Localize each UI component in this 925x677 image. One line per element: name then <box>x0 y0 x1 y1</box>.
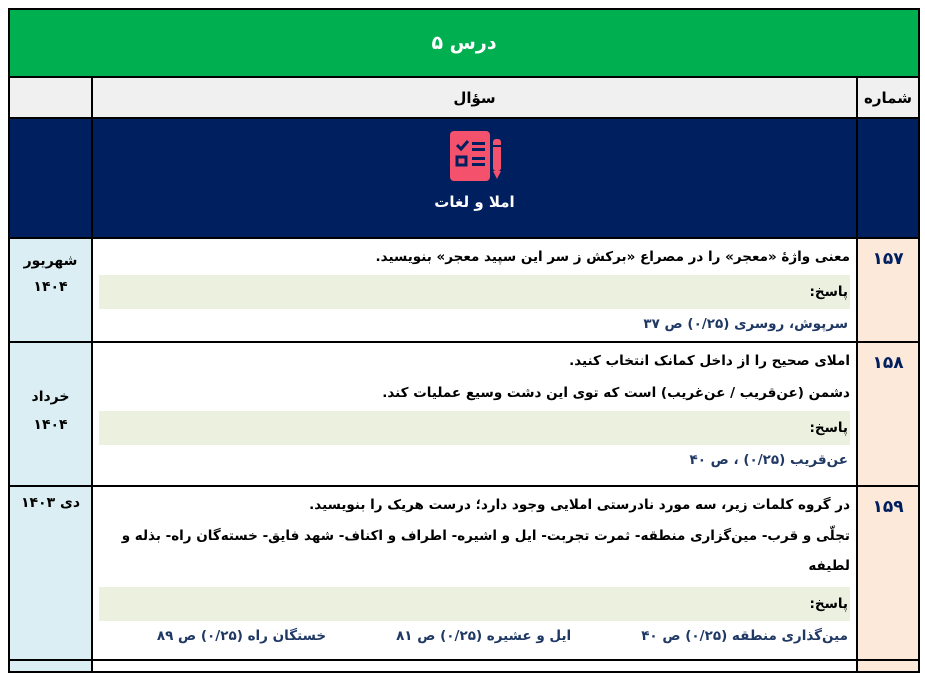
answer-text: مین‌گذاری منطقه (۰/۲۵) ص ۴۰ <box>641 628 848 644</box>
date-cell <box>9 238 92 342</box>
question-cell <box>92 486 857 660</box>
question-cell <box>92 238 857 342</box>
date-cell <box>9 342 92 486</box>
question-text: املای صحیح را از داخل کمانک انتخاب کنید. <box>569 353 850 369</box>
category-date-blank <box>9 118 92 238</box>
answer-label: پاسخ: <box>99 587 850 621</box>
category-banner <box>92 118 857 238</box>
date-year: ۱۴۰۴ <box>33 417 68 433</box>
questions-table <box>8 8 920 673</box>
answer-label: پاسخ: <box>99 275 850 309</box>
answer-text: خستگان راه (۰/۲۵) ص ۸۹ <box>156 628 327 644</box>
question-number: ۱۵۹ <box>857 486 919 660</box>
lesson-sheet <box>8 8 918 673</box>
header-question: سؤال <box>92 77 857 118</box>
lesson-title: درس ۵ <box>9 9 919 77</box>
date-month: دی ۱۴۰۳ <box>20 495 81 511</box>
category-number-blank <box>857 118 919 238</box>
header-number: شماره <box>857 77 919 118</box>
question-number <box>857 660 919 672</box>
question-cell <box>92 342 857 486</box>
table-row <box>9 238 919 342</box>
table-row-next <box>9 660 919 672</box>
question-text: دشمن (عن‌قریب / عن‌غریب) است که توی این دشت وسیع عملیات کند. <box>382 385 850 401</box>
answer-label: پاسخ: <box>99 411 850 445</box>
date-cell <box>9 486 92 660</box>
checklist-pencil-icon <box>446 127 504 189</box>
answer-text: عن‌قریب (۰/۲۵) ، ص ۴۰ <box>689 452 848 468</box>
question-number: ۱۵۸ <box>857 342 919 486</box>
question-text: در گروه کلمات زیر، سه مورد نادرستی املایی وجود دارد؛ درست هریک را بنویسید. <box>309 497 850 513</box>
question-cell <box>92 660 857 672</box>
date-month: شهریور <box>23 253 78 269</box>
table-row <box>9 342 919 486</box>
date-year: ۱۴۰۴ <box>33 279 68 295</box>
answer-text: سرپوش، روسری (۰/۲۵) ص ۳۷ <box>643 316 848 332</box>
question-number: ۱۵۷ <box>857 238 919 342</box>
header-date <box>9 77 92 118</box>
table-row <box>9 486 919 660</box>
answer-text: ایل و عشیره (۰/۲۵) ص ۸۱ <box>396 628 572 644</box>
date-month: خرداد <box>31 389 70 405</box>
date-cell <box>9 660 92 672</box>
category-label: املا و لغات <box>434 193 515 211</box>
question-text: تجلّی و قرب- مین‌گزاری منطقه- ثمرت تجربت- ایل و اشیره- اطراف و اکناف- شهد فایق- خسته‌گان راه- بذله و لطیفه <box>121 528 850 574</box>
question-text: معنی واژۀ «معجر» را در مصراع «برکش ز سر این سپید معجر» بنویسید. <box>375 249 850 265</box>
answer-list <box>93 621 856 653</box>
